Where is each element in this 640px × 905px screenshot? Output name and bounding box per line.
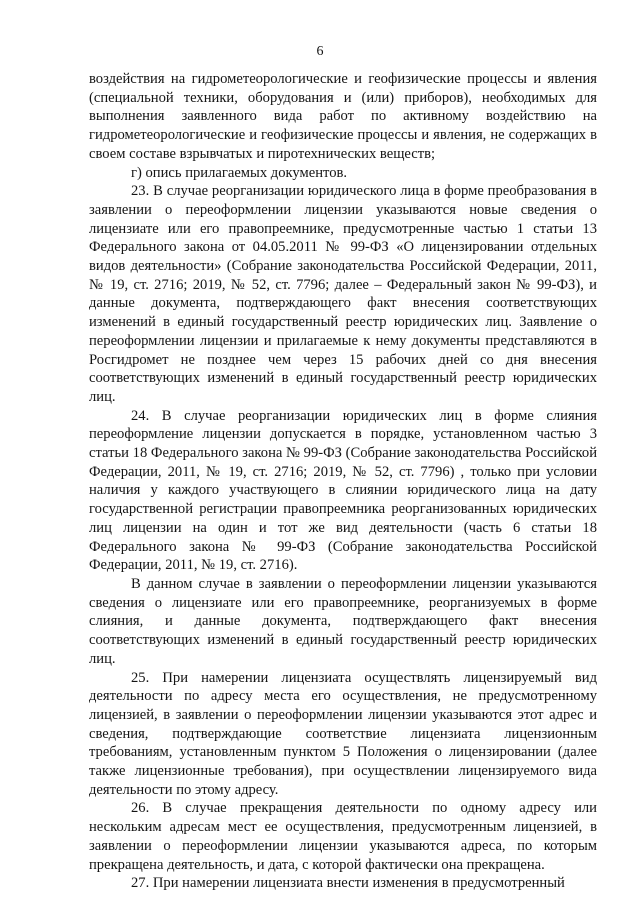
paragraph-23: 23. В случае реорганизации юридического лица в форме преобразования в заявлении о переоформлении лицензии указываются новые сведения о лицензиате или его правопреемнике, предусмотренные частью 1 статьи 13 Федерального закона от 04.05.2011 № 99-ФЗ «О лицензировании отдельных видов деятельности» (Собрание законодательства Российской Федерации, 2011, № 19, ст. 2716; 2019, № 52, ст. 7796; далее – Федеральный закон № 99-ФЗ), и данные документа, подтверждающего факт внесения соответствующих изменений в единый государственный реестр юридических лиц. Заявление о переоформлении лицензии и прилагаемые к нему документы представляются в Росгидромет не позднее чем через 15 рабочих дней со дня внесения соответствующих изменений в единый государственный реестр юридических лиц. [89, 183, 597, 405]
paragraph-26: 26. В случае прекращения деятельности по одному адресу или нескольким адресам мест ее осуществления, предусмотренным лицензией, в заявлении о переоформлении лицензии указываются адреса, по которым прекращена деятельность, и дата, с которой фактически она прекращена. [89, 800, 597, 873]
page-number: 6 [316, 44, 324, 59]
paragraph-24: 24. В случае реорганизации юридических лиц в форме слияния переоформление лицензии допускается в порядке, установленном частью 3 статьи 18 Федерального закона № 99-ФЗ (Собрание законодательства Российской Федерации, 2011, № 19, ст. 2716; 2019, № 52, ст. 7796) , только при условии наличия у каждого участвующего в слиянии юридического лица на дату государственной регистрации правопреемника реорганизованных юридических лиц лицензии на один и тот же вид деятельности (часть 6 статьи 18 Федерального закона № 99-ФЗ (Собрание законодательства Российской Федерации, 2011, № 19, ст. 2716). [89, 407, 597, 574]
paragraph-27: 27. При намерении лицензиата внести изменения в предусмотренный [131, 875, 565, 892]
paragraph-continuation: воздействия на гидрометеорологические и геофизические процессы и явления (специальной техники, оборудования и (или) приборов), необходимых для выполнения заявленного вида работ по активному воздействию на гидрометеорологические и геофизические процессы и явления, не содержащих в своем составе взрывчатых и пиротехнических веществ; [89, 71, 597, 162]
paragraph-item-g: г) опись прилагаемых документов. [131, 164, 348, 181]
paragraph-24-continued: В данном случае в заявлении о переоформлении лицензии указываются сведения о лицензиате или его правопреемнике, реорганизуемых в форме слияния, и данные документа, подтверждающего факт внесения соответствующих изменений в единый государственный реестр юридических лиц. [89, 575, 597, 667]
paragraph-25: 25. При намерении лицензиата осуществлять лицензируемый вид деятельности по адресу места его осуществления, не предусмотренному лицензией, в заявлении о переоформлении лицензии указываются этот адрес и сведения, подтверждающие соответствие лицензиата лицензионным требованиям, установленным пунктом 5 Положения о лицензировании (далее также лицензионные требования), при осуществлении лицензируемого вида деятельности по этому адресу. [89, 669, 597, 798]
document-body [89, 70, 597, 893]
